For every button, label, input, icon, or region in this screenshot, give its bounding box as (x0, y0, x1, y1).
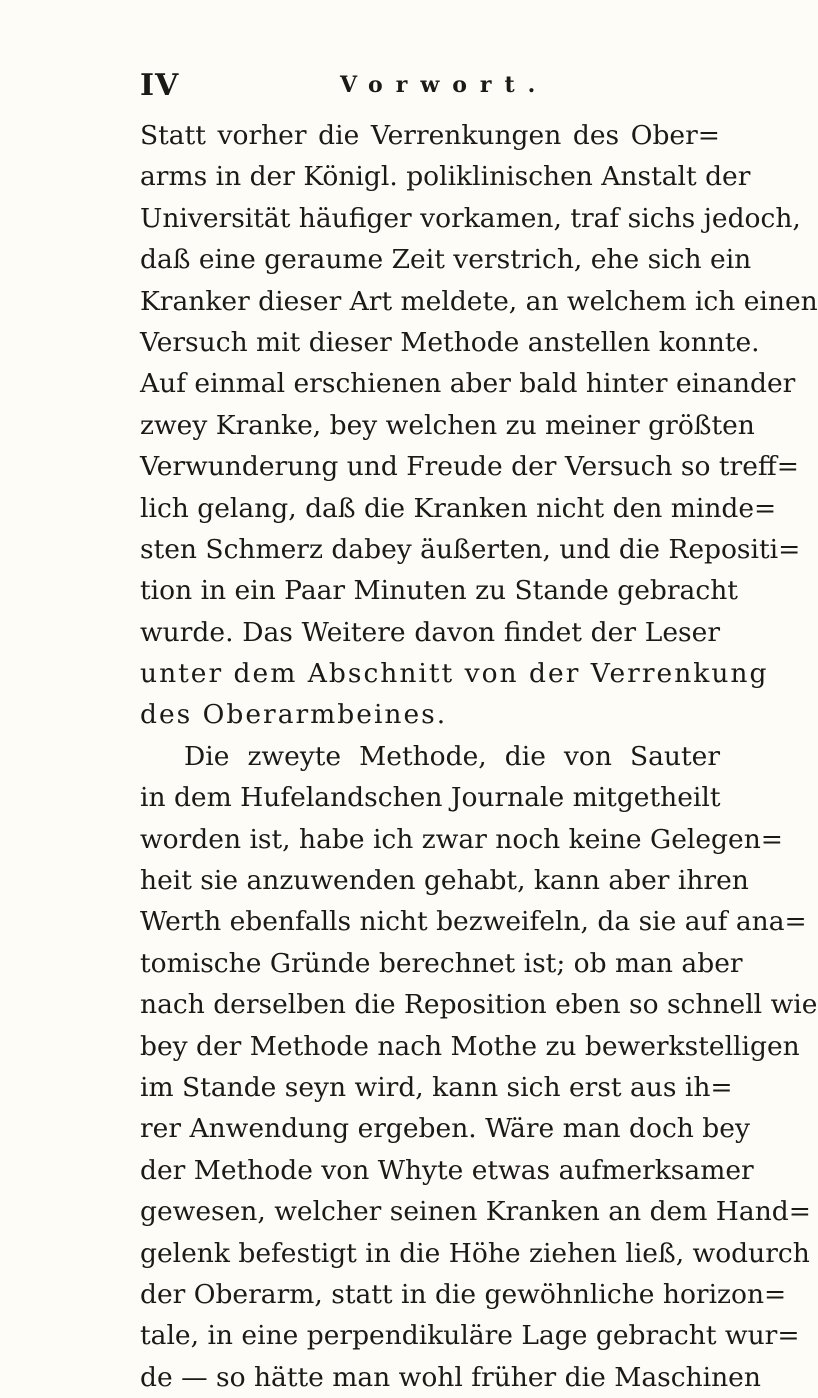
text-line: tomische Gründe berechnet ist; ob man aber (140, 947, 743, 979)
running-head (140, 68, 710, 108)
text-line: im Stande seyn wird, kann sich erst aus ih= (140, 1071, 733, 1103)
text-line: gelenk befestigt in die Höhe ziehen ließ, wodurch (140, 1237, 810, 1269)
body-text (140, 115, 818, 1398)
text-line: wurde. Das Weitere davon findet der Leser (140, 616, 720, 648)
text-line: lich gelang, daß die Kranken nicht den minde= (140, 492, 777, 524)
text-line: zwey Kranke, bey welchen zu meiner größten (140, 409, 755, 441)
page-number: IV (140, 68, 180, 103)
text-line: nach derselben die Reposition eben so schnell wie (140, 989, 818, 1021)
text-line: tion in ein Paar Minuten zu Stande gebracht (140, 575, 738, 607)
text-line: Kranker dieser Art meldete, an welchem ich einen (140, 285, 818, 317)
text-line: der Oberarm, statt in die gewöhnliche horizon= (140, 1278, 787, 1310)
text-line: Verwunderung und Freude der Versuch so treff= (140, 451, 799, 483)
text-line: Die zweyte Methode, die von Sauter (184, 740, 720, 772)
text-line: arms in der Königl. poliklinischen Anstalt der (140, 161, 751, 193)
text-line: worden ist, habe ich zwar noch keine Gelegen= (140, 823, 783, 855)
text-line: Versuch mit dieser Methode anstellen konnte. (140, 326, 760, 358)
text-line: heit sie anzuwenden gehabt, kann aber ihren (140, 865, 749, 897)
text-line: bey der Methode nach Mothe zu bewerkstelligen (140, 1030, 800, 1062)
text-line: Werth ebenfalls nicht bezweifeln, da sie auf ana= (140, 906, 807, 938)
text-line: daß eine geraume Zeit verstrich, ehe sich ein (140, 244, 752, 276)
text-line: unter dem Abschnitt von der Verrenkung (140, 658, 769, 690)
text-line: der Methode von Whyte etwas aufmerksamer (140, 1154, 754, 1186)
running-title: Vorwort. (340, 72, 549, 98)
text-line: des Oberarmbeines. (140, 699, 448, 731)
text-line: Auf einmal erschienen aber bald hinter einander (140, 368, 796, 400)
text-line: sten Schmerz dabey äußerten, und die Repositi= (140, 533, 801, 565)
text-line: tale, in eine perpendikuläre Lage gebracht wur= (140, 1320, 800, 1352)
text-line: gewesen, welcher seinen Kranken an dem Hand= (140, 1196, 811, 1228)
text-line: Statt vorher die Verrenkungen des Ober= (140, 120, 720, 151)
text-line: rer Anwendung ergeben. Wäre man doch bey (140, 1113, 750, 1145)
text-line: in dem Hufelandschen Journale mitgetheilt (140, 782, 721, 814)
text-line: Universität häufiger vorkamen, traf sichs jedoch, (140, 202, 801, 234)
text-line: de — so hätte man wohl früher die Maschinen (140, 1361, 761, 1393)
